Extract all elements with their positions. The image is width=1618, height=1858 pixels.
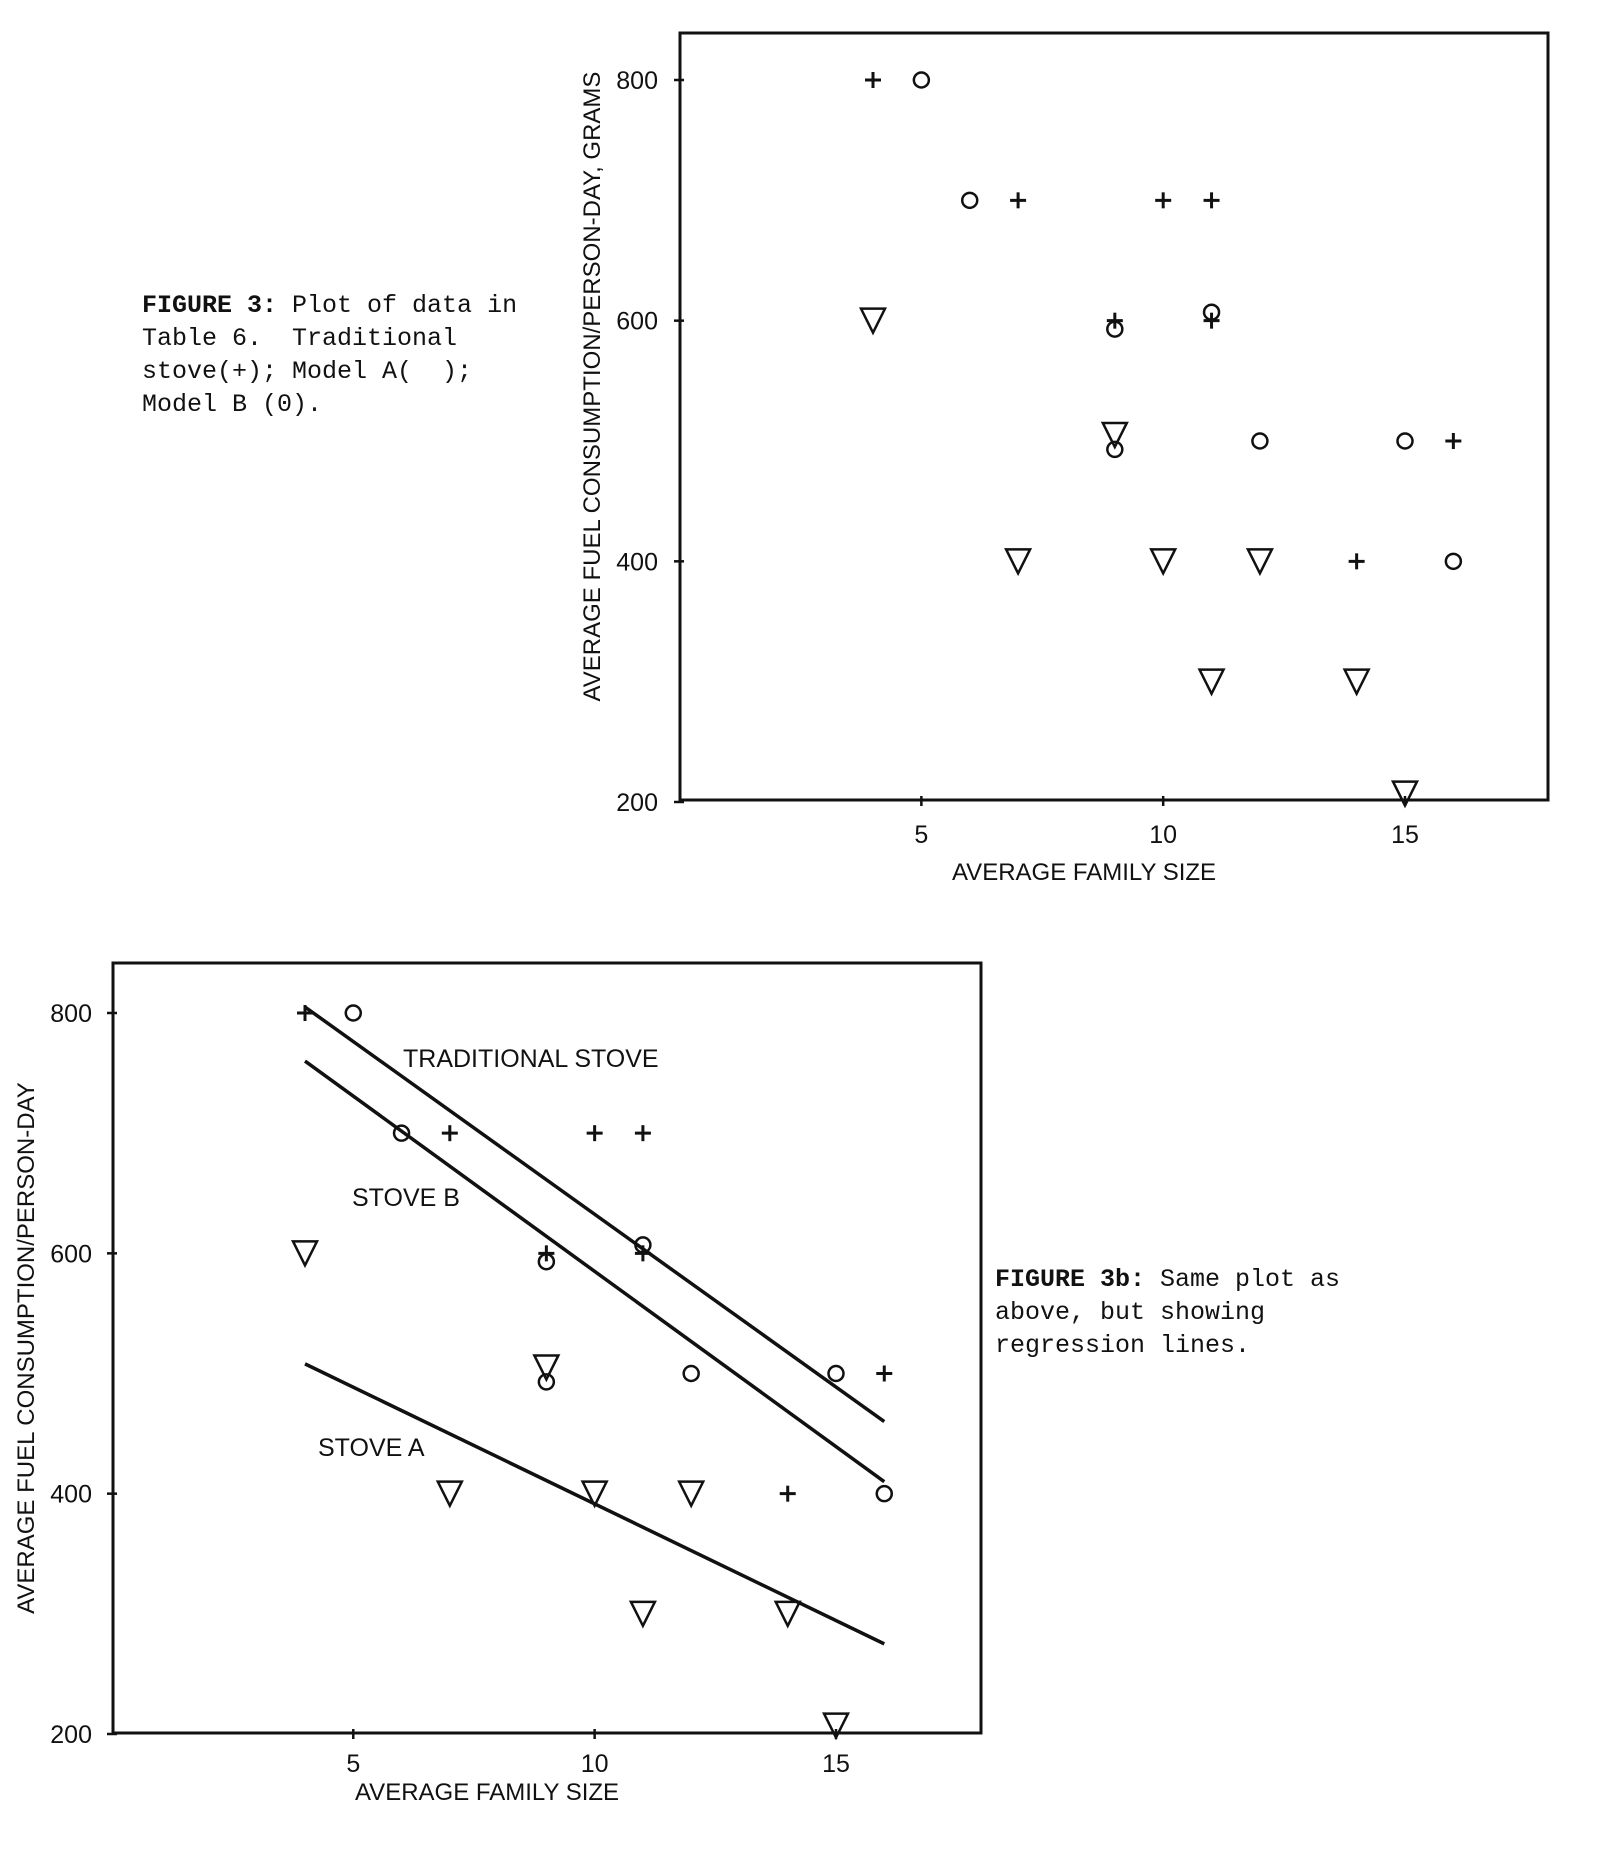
circle-point — [1398, 434, 1413, 449]
circle-point — [829, 1366, 844, 1381]
x-tick-label: 15 — [822, 1750, 850, 1778]
plot-frame — [113, 963, 981, 1733]
plus-point — [1349, 553, 1365, 569]
triangle-point — [1103, 423, 1127, 447]
plus-point — [865, 72, 881, 88]
chart-1 — [579, 33, 1548, 886]
plus-point — [635, 1125, 651, 1141]
triangle-point — [861, 309, 885, 333]
figure3-caption-text: Plot of data in Table 6. Traditional stove(+); Model A( ); Model B (0). — [142, 291, 533, 419]
x-tick-label: 5 — [914, 821, 929, 849]
triangle-point — [1200, 670, 1224, 694]
y-tick-label: 600 — [50, 1240, 92, 1269]
plus-point — [1155, 192, 1171, 208]
circle-point — [684, 1366, 699, 1381]
triangle-point — [438, 1482, 462, 1506]
triangle-point — [679, 1482, 703, 1506]
circle-point — [1252, 434, 1267, 449]
y-tick-label: 800 — [50, 1000, 92, 1028]
y-tick-label: 200 — [616, 789, 658, 817]
y-tick-label: 400 — [50, 1480, 92, 1509]
circle-point — [346, 1006, 361, 1021]
y-tick-label: 800 — [616, 67, 658, 95]
figure3b-caption-label: FIGURE 3b: — [995, 1265, 1146, 1294]
x-tick-label: 5 — [346, 1750, 361, 1778]
x-tick-label: 15 — [1391, 821, 1419, 849]
plus-point — [780, 1486, 796, 1502]
plus-point — [297, 1005, 313, 1021]
chart-2 — [13, 963, 981, 1806]
triangle-point — [293, 1241, 317, 1265]
triangle-point — [534, 1355, 558, 1379]
figure3-caption-label: FIGURE 3: — [142, 291, 278, 320]
y-tick-label: 200 — [50, 1721, 92, 1749]
x-axis-title: AVERAGE FAMILY SIZE — [354, 1779, 620, 1806]
circle-point — [914, 73, 929, 88]
x-tick-label: 10 — [580, 1750, 609, 1778]
triangle-point — [631, 1602, 655, 1626]
triangle-point — [1151, 549, 1175, 573]
regression-line-label: TRADITIONAL STOVE — [403, 1045, 659, 1073]
triangle-point — [1345, 670, 1369, 694]
y-axis-title: AVERAGE FUEL CONSUMPTION/PERSON-DAY — [13, 1082, 40, 1614]
plus-point — [1204, 192, 1220, 208]
y-tick-label: 400 — [616, 548, 658, 577]
triangle-point — [1006, 549, 1030, 573]
plus-point — [1010, 192, 1026, 208]
regression-line-label: STOVE B — [352, 1184, 460, 1212]
x-tick-label: 10 — [1149, 821, 1178, 849]
triangle-point — [776, 1602, 800, 1626]
figure3b-caption-text: Same plot as above, but showing regression lines. — [995, 1265, 1356, 1360]
plot-frame — [680, 33, 1548, 800]
y-axis-title: AVERAGE FUEL CONSUMPTION/PERSON-DAY, GRAMS — [579, 71, 606, 702]
x-axis-title: AVERAGE FAMILY SIZE — [951, 859, 1217, 886]
plus-point — [876, 1366, 892, 1382]
y-tick-label: 600 — [616, 307, 658, 336]
plus-point — [1445, 433, 1461, 449]
circle-point — [877, 1486, 892, 1501]
plus-point — [442, 1125, 458, 1141]
regression-line-label: STOVE A — [318, 1434, 425, 1462]
regression-line — [305, 1061, 884, 1482]
plus-point — [587, 1125, 603, 1141]
triangle-point — [1248, 549, 1272, 573]
circle-point — [1446, 554, 1461, 569]
circle-point — [962, 193, 977, 208]
